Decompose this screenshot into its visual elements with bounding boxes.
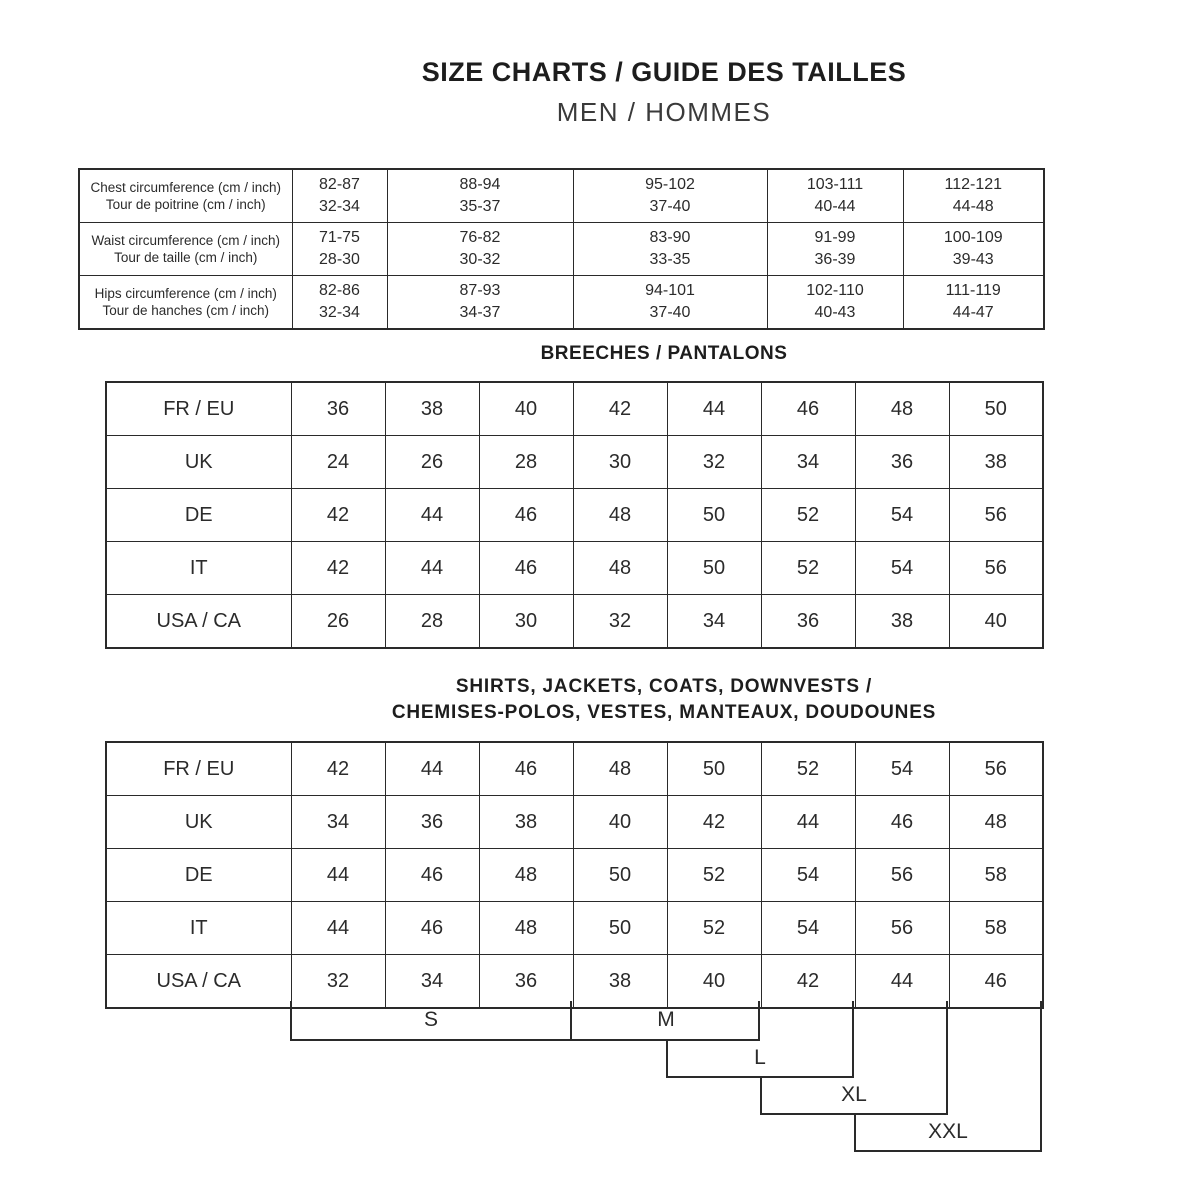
size-cell: 44 [385,542,479,595]
size-cell: 54 [855,489,949,542]
measurement-label-en: Waist circumference (cm / inch) [91,233,281,248]
measurement-cell [903,223,1044,276]
row-label: IT [106,902,291,955]
size-row-uk [106,796,1043,849]
measurement-inch: 36-39 [814,251,856,268]
size-cell: 48 [479,849,573,902]
row-label: IT [106,542,291,595]
size-cell: 52 [761,742,855,796]
size-cell: 56 [855,849,949,902]
measurement-cell [767,169,903,223]
bracket-label-xxl: XXL [928,1120,968,1143]
shirts-heading-line2: CHEMISES-POLOS, VESTES, MANTEAUX, DOUDOUNES [391,702,937,723]
row-label: FR / EU [106,742,291,796]
size-cell: 34 [385,955,479,1009]
size-cell: 52 [761,489,855,542]
row-label: USA / CA [106,595,291,649]
measurement-cell [767,276,903,330]
measurement-label-en: Chest circumference (cm / inch) [90,180,282,195]
page-subtitle: MEN / HOMMES [556,97,772,127]
size-cell: 32 [667,436,761,489]
size-cell: 56 [949,489,1043,542]
measurement-cell [573,169,767,223]
measurement-row-chest [79,169,1044,223]
size-cell: 28 [479,436,573,489]
size-cell: 26 [385,436,479,489]
measurement-cell [292,276,387,330]
size-cell: 32 [291,955,385,1009]
row-label: UK [106,436,291,489]
page-title: SIZE CHARTS / GUIDE DES TAILLES [421,57,907,87]
row-label: DE [106,489,291,542]
size-cell: 34 [667,595,761,649]
size-cell: 40 [949,595,1043,649]
size-cell: 40 [667,955,761,1009]
size-cell: 36 [291,382,385,436]
measurement-cell [387,169,573,223]
size-row-usa-ca [106,595,1043,649]
measurement-cm: 95-102 [645,176,695,193]
size-row-it [106,902,1043,955]
measurement-cell [292,223,387,276]
measurement-label [79,223,292,276]
measurement-cm: 112-121 [944,176,1003,193]
row-label: UK [106,796,291,849]
size-row-de [106,849,1043,902]
size-cell: 46 [479,542,573,595]
size-cell: 44 [385,489,479,542]
measurement-cm: 100-109 [943,229,1003,246]
size-row-fr-eu [106,382,1043,436]
size-cell: 40 [573,796,667,849]
measurement-cm: 91-99 [814,229,856,246]
measurement-cell [573,223,767,276]
size-cell: 50 [573,849,667,902]
measurement-inch: 37-40 [649,198,691,215]
size-cell: 42 [761,955,855,1009]
size-cell: 42 [291,542,385,595]
bracket-label-xl: XL [841,1083,867,1106]
size-cell: 30 [573,436,667,489]
size-cell: 52 [761,542,855,595]
size-cell: 48 [479,902,573,955]
measurement-inch: 32-34 [319,304,360,321]
size-cell: 44 [385,742,479,796]
size-cell: 58 [949,849,1043,902]
measurement-label-fr: Tour de poitrine (cm / inch) [105,197,266,212]
size-cell: 40 [479,382,573,436]
shirts-table [105,741,1044,1009]
measurement-label-en: Hips circumference (cm / inch) [94,286,277,301]
size-cell: 52 [667,902,761,955]
size-cell: 28 [385,595,479,649]
size-cell: 42 [291,742,385,796]
measurement-cm: 111-119 [945,282,1001,299]
measurement-inch: 28-30 [319,251,360,268]
size-cell: 36 [761,595,855,649]
size-cell: 46 [385,902,479,955]
size-cell: 48 [855,382,949,436]
measurement-inch: 34-37 [459,304,501,321]
size-row-de [106,489,1043,542]
measurement-inch: 30-32 [459,251,501,268]
measurement-inch: 33-35 [649,251,691,268]
size-cell: 46 [479,742,573,796]
size-cell: 38 [385,382,479,436]
bracket-label-s: S [423,1008,438,1031]
measurements-table [78,168,1045,330]
size-cell: 36 [479,955,573,1009]
measurement-inch: 40-43 [814,304,856,321]
size-cell: 42 [573,382,667,436]
measurement-inch: 37-40 [649,304,691,321]
size-cell: 34 [291,796,385,849]
size-cell: 46 [855,796,949,849]
measurement-inch: 39-43 [952,251,994,268]
row-label: USA / CA [106,955,291,1009]
measurement-cm: 94-101 [645,282,695,299]
size-cell: 50 [667,489,761,542]
size-cell: 42 [667,796,761,849]
size-cell: 38 [855,595,949,649]
measurement-inch: 44-48 [952,198,994,215]
size-row-it [106,542,1043,595]
measurement-cm: 87-93 [459,282,501,299]
measurement-inch: 32-34 [319,198,360,215]
size-cell: 54 [761,902,855,955]
size-cell: 54 [855,542,949,595]
measurement-cell [903,276,1044,330]
measurement-cm: 83-90 [649,229,691,246]
size-cell: 54 [761,849,855,902]
size-cell: 48 [573,742,667,796]
measurement-label-fr: Tour de hanches (cm / inch) [102,303,270,318]
measurement-inch: 35-37 [459,198,501,215]
measurement-cm: 103-111 [806,176,864,193]
measurement-cm: 71-75 [319,229,360,246]
size-cell: 42 [291,489,385,542]
size-cell: 56 [855,902,949,955]
measurement-inch: 40-44 [814,198,856,215]
size-cell: 50 [573,902,667,955]
size-cell: 32 [573,595,667,649]
size-cell: 34 [761,436,855,489]
size-cell: 46 [479,489,573,542]
bracket-label-l: L [754,1046,766,1069]
size-cell: 52 [667,849,761,902]
size-cell: 30 [479,595,573,649]
size-cell: 24 [291,436,385,489]
size-cell: 50 [949,382,1043,436]
size-cell: 44 [855,955,949,1009]
measurement-label-fr: Tour de taille (cm / inch) [114,250,258,265]
size-cell: 56 [949,542,1043,595]
shirts-heading [392,674,936,726]
size-cell: 38 [573,955,667,1009]
measurement-cm: 88-94 [459,176,501,193]
size-cell: 44 [291,849,385,902]
measurement-cm: 82-86 [319,282,360,299]
size-cell: 56 [949,742,1043,796]
breeches-table [105,381,1044,649]
measurement-cell [903,169,1044,223]
row-label: FR / EU [106,382,291,436]
measurement-cell [292,169,387,223]
size-cell: 26 [291,595,385,649]
size-cell: 46 [761,382,855,436]
size-row-fr-eu [106,742,1043,796]
shirts-heading-line1: SHIRTS, JACKETS, COATS, DOWNVESTS / [455,676,873,697]
measurement-inch: 44-47 [952,304,994,321]
measurement-cell [387,276,573,330]
size-cell: 44 [291,902,385,955]
size-cell: 44 [667,382,761,436]
measurement-cm: 102-110 [806,282,864,299]
size-row-uk [106,436,1043,489]
size-cell: 46 [385,849,479,902]
measurement-row-hips [79,276,1044,330]
bracket-label-m: M [657,1008,675,1031]
size-cell: 48 [573,489,667,542]
measurement-cm: 76-82 [459,229,501,246]
size-row-usa-ca [106,955,1043,1009]
size-cell: 46 [949,955,1043,1009]
measurement-label [79,169,292,223]
size-cell: 38 [949,436,1043,489]
size-cell: 50 [667,542,761,595]
measurement-cell [387,223,573,276]
breeches-heading: BREECHES / PANTALONS [540,343,788,364]
size-cell: 58 [949,902,1043,955]
size-cell: 38 [479,796,573,849]
size-cell: 36 [385,796,479,849]
measurement-row-waist [79,223,1044,276]
measurement-cm: 82-87 [319,176,360,193]
measurement-cell [767,223,903,276]
size-cell: 50 [667,742,761,796]
size-cell: 54 [855,742,949,796]
size-cell: 44 [761,796,855,849]
size-cell: 48 [949,796,1043,849]
size-cell: 48 [573,542,667,595]
size-cell: 36 [855,436,949,489]
measurement-cell [573,276,767,330]
row-label: DE [106,849,291,902]
measurement-label [79,276,292,330]
